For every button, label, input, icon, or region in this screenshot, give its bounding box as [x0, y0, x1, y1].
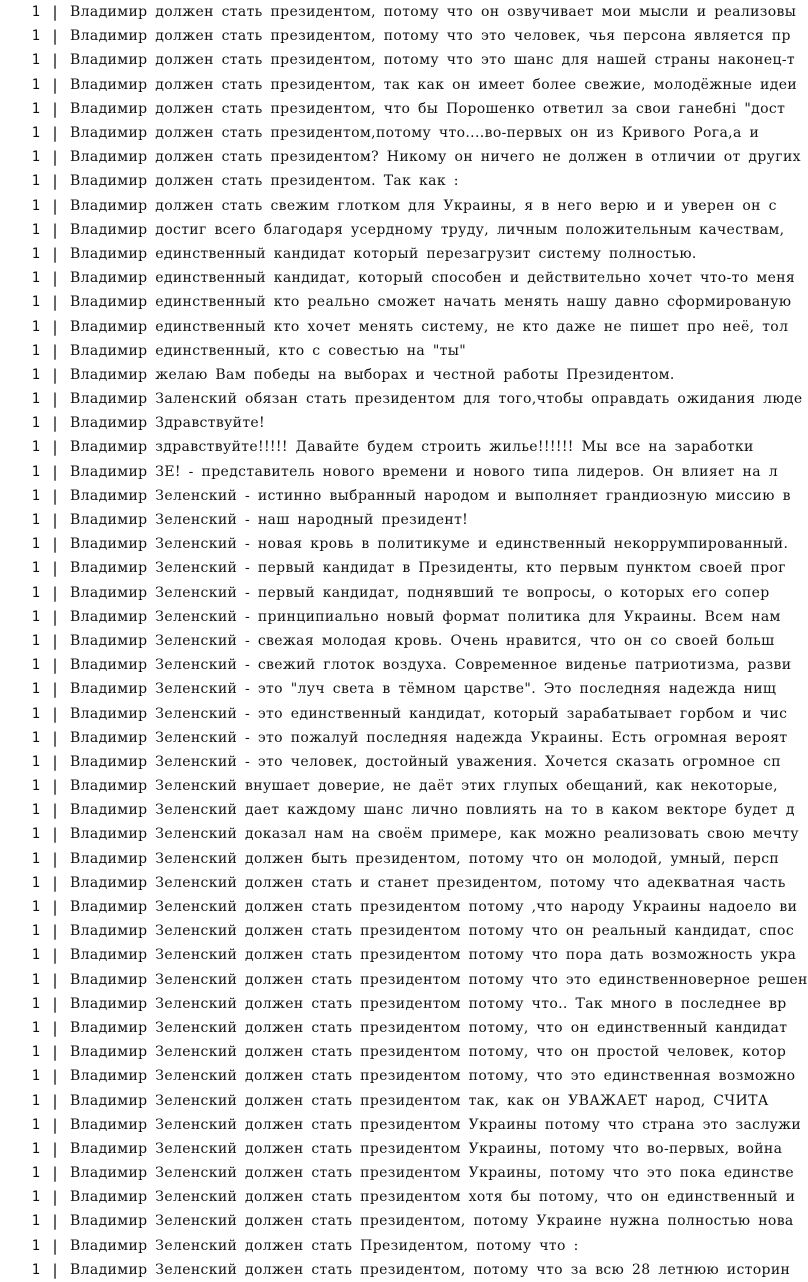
line-count: 1 — [31, 826, 40, 843]
output-line — [0, 726, 788, 750]
line-count: 1 — [31, 1165, 40, 1182]
column-separator: | — [50, 438, 60, 457]
column-separator: | — [50, 559, 60, 578]
column-separator: | — [50, 172, 60, 191]
column-separator: | — [50, 511, 60, 530]
line-text: Владимир Зеленский внушает доверие, не даёт этих глупых обещаний, как некоторые, — [70, 778, 778, 795]
column-separator: | — [50, 244, 60, 263]
output-line — [0, 387, 803, 411]
line-text: Владимир единственный кто реально сможет начать менять нашу давно сформированую — [70, 294, 792, 311]
line-text: Владимир Зеленский - это единственный кандидат, который зарабатывает горбом и чис — [70, 705, 788, 722]
column-separator: | — [50, 51, 60, 70]
line-text: Владимир должен стать президентом, потому что это человек, чья персона является пр — [70, 28, 791, 45]
line-count: 1 — [31, 1116, 40, 1133]
output-line — [0, 73, 798, 97]
column-separator: | — [50, 365, 60, 384]
line-text: Владимир Зеленский должен стать президентом потому ,что народу Украины надоело ви — [70, 899, 798, 916]
line-text: Владимир должен стать президентом, что бы Порошенко ответил за свои ганебні "дост — [70, 100, 786, 117]
output-line — [0, 1088, 769, 1112]
column-separator: | — [50, 124, 60, 143]
output-line — [0, 484, 799, 508]
column-separator: | — [50, 1043, 60, 1062]
line-text: Владимир Зеленский должен стать и станет президентом, потому что адекватная часть — [70, 874, 786, 891]
column-separator: | — [50, 728, 60, 747]
column-separator: | — [50, 656, 60, 675]
line-count: 1 — [31, 366, 40, 383]
line-text: Владимир Зеленский должен стать президентом Украины, потому что это пока единстве — [70, 1165, 794, 1182]
output-line — [0, 24, 791, 48]
output-line — [0, 1234, 712, 1258]
line-count: 1 — [31, 197, 40, 214]
line-count: 1 — [31, 318, 40, 335]
output-line — [0, 411, 712, 435]
column-separator: | — [50, 873, 60, 892]
line-text: Владимир Зеленский должен стать Президентом, потому что : — [70, 1237, 579, 1254]
line-text: Владимир должен стать президентом, так как он имеет более свежие, молодёжные идеи — [70, 76, 798, 93]
column-separator: | — [50, 1188, 60, 1207]
line-count: 1 — [31, 294, 40, 311]
column-separator: | — [50, 293, 60, 312]
column-separator: | — [50, 75, 60, 94]
line-count: 1 — [31, 923, 40, 940]
output-line — [0, 145, 801, 169]
line-text: Владимир Зеленский должен стать президентом хотя бы потому, что он единственный и — [70, 1189, 796, 1206]
column-separator: | — [50, 1236, 60, 1255]
output-line — [0, 1113, 802, 1137]
line-text: Владимир Заленский обязан стать президентом для того,чтобы оправдать ожидания люде — [70, 391, 803, 408]
output-line — [0, 774, 778, 798]
column-separator: | — [50, 1164, 60, 1183]
output-line — [0, 798, 795, 822]
line-text: Владимир должен стать президентом, потому что он озвучивает мои мысли и реализовы — [70, 4, 797, 21]
line-count: 1 — [31, 971, 40, 988]
line-count: 1 — [31, 729, 40, 746]
line-text: Владимир достиг всего благодаря усердному труду, личным положительным качествам, — [70, 221, 793, 238]
output-line — [0, 532, 789, 556]
output-line — [0, 1064, 796, 1088]
line-count: 1 — [31, 245, 40, 262]
line-count: 1 — [31, 560, 40, 577]
line-text: Владимир Зеленский должен стать президентом потому что пора дать возможность укра — [70, 947, 797, 964]
line-count: 1 — [31, 947, 40, 964]
column-separator: | — [50, 1212, 60, 1231]
column-separator: | — [50, 414, 60, 433]
line-text: Владимир Зеленский - первый кандидат в Президенты, кто первым пунктом своей прог — [70, 560, 786, 577]
line-text: Владимир Зеленский должен стать президентом потому, что он единственный кандидат — [70, 1019, 788, 1036]
column-separator: | — [50, 898, 60, 917]
line-count: 1 — [31, 705, 40, 722]
line-count: 1 — [31, 1140, 40, 1157]
line-text: Владимир единственный, кто с совестью на "ты" — [70, 342, 467, 359]
line-text: Владимир ЗЕ! - представитель нового времени и нового типа лидеров. Он влияет на л — [70, 463, 778, 480]
output-line — [0, 750, 781, 774]
column-separator: | — [50, 462, 60, 481]
line-text: Владимир Зеленский должен стать президентом потому что он реальный кандидат, спос — [70, 923, 795, 940]
line-count: 1 — [31, 100, 40, 117]
column-separator: | — [50, 27, 60, 46]
line-count: 1 — [31, 28, 40, 45]
line-count: 1 — [31, 1019, 40, 1036]
line-text: Владимир должен стать президентом, потому что это шанс для нашей страны наконец-т — [70, 52, 796, 69]
line-count: 1 — [31, 76, 40, 93]
line-count: 1 — [31, 487, 40, 504]
line-text: Владимир Зеленский - это "луч света в тёмном царстве". Это последняя надежда нищ — [70, 681, 777, 698]
line-count: 1 — [31, 1213, 40, 1230]
line-count: 1 — [31, 899, 40, 916]
line-text: Владимир Зеленский должен стать президентом Украины, потому что во-первых, война — [70, 1140, 783, 1157]
column-separator: | — [50, 752, 60, 771]
line-count: 1 — [31, 149, 40, 166]
line-text: Владимир Зеленский должен быть президентом, потому что он молодой, умный, персп — [70, 850, 780, 867]
line-count: 1 — [31, 173, 40, 190]
line-count: 1 — [31, 415, 40, 432]
output-line — [0, 943, 797, 967]
line-count: 1 — [31, 463, 40, 480]
output-line — [0, 1016, 788, 1040]
line-count: 1 — [31, 439, 40, 456]
column-separator: | — [50, 849, 60, 868]
line-count: 1 — [31, 608, 40, 625]
line-text: Владимир Зеленский должен стать президентом, потому что за всю 28 летнюю историн — [70, 1261, 791, 1278]
output-line — [0, 266, 796, 290]
line-count: 1 — [31, 874, 40, 891]
line-count: 1 — [31, 125, 40, 142]
line-count: 1 — [31, 270, 40, 287]
column-separator: | — [50, 1115, 60, 1134]
line-text: Владимир Зеленский - свежая молодая кровь. Очень нравится, что он со своей больш — [70, 632, 775, 649]
line-count: 1 — [31, 1068, 40, 1085]
line-text: Владимир Зеленский дает каждому шанс лично повлиять на то в каком векторе будет д — [70, 802, 795, 819]
column-separator: | — [50, 801, 60, 820]
line-text: Владимир Зеленский - это пожалуй последняя надежда Украины. Есть огромная вероят — [70, 729, 788, 746]
output-line — [0, 701, 788, 725]
output-line — [0, 1137, 783, 1161]
line-text: Владимир Зеленский должен стать президентом потому, что это единственная возможно — [70, 1068, 796, 1085]
line-text: Владимир Зеленский должен стать президентом потому что.. Так много в последнее вр — [70, 995, 787, 1012]
output-line — [0, 1185, 796, 1209]
output-line — [0, 629, 775, 653]
column-separator: | — [50, 922, 60, 941]
line-text: Владимир должен стать президентом. Так как : — [70, 173, 459, 190]
column-separator: | — [50, 825, 60, 844]
line-count: 1 — [31, 342, 40, 359]
line-text: Владимир Зеленский - это человек, достойный уважения. Хочется сказать огромное сп — [70, 753, 781, 770]
line-text: Владимир Зеленский - наш народный президент! — [70, 512, 469, 529]
line-count: 1 — [31, 802, 40, 819]
line-count: 1 — [31, 52, 40, 69]
line-count: 1 — [31, 391, 40, 408]
output-line — [0, 1258, 791, 1282]
line-text: Владимир Зеленский - истинно выбранный народом и выполняет грандиозную миссию в — [70, 487, 799, 504]
output-line — [0, 653, 792, 677]
output-line — [0, 0, 797, 24]
line-count: 1 — [31, 512, 40, 529]
column-separator: | — [50, 196, 60, 215]
column-separator: | — [50, 777, 60, 796]
column-separator: | — [50, 680, 60, 699]
output-line — [0, 605, 781, 629]
column-separator: | — [50, 1091, 60, 1110]
line-count: 1 — [31, 1189, 40, 1206]
output-line — [0, 169, 712, 193]
column-separator: | — [50, 269, 60, 288]
output-line — [0, 556, 786, 580]
output-line — [0, 992, 787, 1016]
output-line — [0, 194, 777, 218]
output-line — [0, 581, 770, 605]
column-separator: | — [50, 970, 60, 989]
column-separator: | — [50, 486, 60, 505]
output-line — [0, 1209, 794, 1233]
output-line — [0, 339, 712, 363]
output-line — [0, 1040, 787, 1064]
column-separator: | — [50, 1067, 60, 1086]
line-text: Владимир Зеленский - свежий глоток воздуха. Современное виденье патриотизма, разви — [70, 657, 792, 674]
output-line — [0, 968, 808, 992]
line-text: Владимир единственный кандидат который перезагрузит систему полностью. — [70, 245, 697, 262]
line-count: 1 — [31, 995, 40, 1012]
column-separator: | — [50, 341, 60, 360]
line-text: Владимир единственный кто хочет менять систему, не кто даже не пишет про неё, тол — [70, 318, 789, 335]
line-count: 1 — [31, 753, 40, 770]
column-separator: | — [50, 994, 60, 1013]
output-line — [0, 871, 786, 895]
line-count: 1 — [31, 632, 40, 649]
line-count: 1 — [31, 221, 40, 238]
column-separator: | — [50, 704, 60, 723]
line-count: 1 — [31, 536, 40, 553]
output-line — [0, 218, 793, 242]
line-count: 1 — [31, 657, 40, 674]
line-text: Владимир Зеленский - принципиально новый формат политика для Украины. Всем нам — [70, 608, 781, 625]
line-count: 1 — [31, 778, 40, 795]
output-line — [0, 895, 798, 919]
line-text: Владимир должен стать президентом,потому что....во-первых он из Кривого Рога,а и — [70, 125, 760, 142]
line-text: Владимир Зеленский - первый кандидат, поднявший те вопросы, о которых его сопер — [70, 584, 770, 601]
line-text: Владимир Зеленский должен стать президентом потому что это единственноверное решен — [70, 971, 808, 988]
line-text: Владимир должен стать президентом? Никому он ничего не должен в отличии от других — [70, 149, 801, 166]
output-line — [0, 121, 760, 145]
output-line — [0, 242, 712, 266]
column-separator: | — [50, 1260, 60, 1279]
output-line — [0, 97, 786, 121]
line-count: 1 — [31, 850, 40, 867]
column-separator: | — [50, 1139, 60, 1158]
output-line — [0, 314, 789, 338]
line-count: 1 — [31, 584, 40, 601]
line-text: Владимир желаю Вам победы на выборах и честной работы Президентом. — [70, 366, 675, 383]
column-separator: | — [50, 607, 60, 626]
output-line — [0, 508, 712, 532]
column-separator: | — [50, 535, 60, 554]
line-text: Владимир единственный кандидат, который способен и действительно хочет что-то меня — [70, 270, 796, 287]
column-separator: | — [50, 148, 60, 167]
line-count: 1 — [31, 1044, 40, 1061]
output-line — [0, 48, 796, 72]
line-text: Владимир Зеленский должен стать президентом, потому Украине нужна полностью нова — [70, 1213, 794, 1230]
line-text: Владимир Зеленский доказал нам на своём примере, как можно реализовать свою мечту — [70, 826, 799, 843]
line-text: Владимир должен стать свежим глотком для Украины, я в него верю и и уверен он с — [70, 197, 777, 214]
output-line — [0, 677, 777, 701]
line-text: Владимир здравствуйте!!!!! Давайте будем строить жилье!!!!!! Мы все на заработки — [70, 439, 754, 456]
column-separator: | — [50, 583, 60, 602]
line-count: 1 — [31, 1237, 40, 1254]
line-text: Владимир Зеленский должен стать президентом Украины потому что страна это заслужи — [70, 1116, 802, 1133]
output-line — [0, 290, 792, 314]
output-line — [0, 460, 778, 484]
column-separator: | — [50, 390, 60, 409]
line-text: Владимир Зеленский - новая кровь в политикуме и единственный некоррумпированный. — [70, 536, 789, 553]
line-text: Владимир Здравствуйте! — [70, 415, 266, 432]
line-text: Владимир Зеленский должен стать президентом потому, что он простой человек, котор — [70, 1044, 787, 1061]
column-separator: | — [50, 99, 60, 118]
output-line — [0, 1161, 794, 1185]
column-separator: | — [50, 317, 60, 336]
output-line — [0, 822, 799, 846]
output-line — [0, 435, 754, 459]
column-separator: | — [50, 946, 60, 965]
column-separator: | — [50, 3, 60, 22]
column-separator: | — [50, 220, 60, 239]
column-separator: | — [50, 631, 60, 650]
output-line — [0, 847, 780, 871]
column-separator: | — [50, 1018, 60, 1037]
line-count: 1 — [31, 4, 40, 21]
line-count: 1 — [31, 1092, 40, 1109]
line-text: Владимир Зеленский должен стать президентом так, как он УВАЖАЕТ народ, СЧИТА — [70, 1092, 769, 1109]
line-count: 1 — [31, 681, 40, 698]
line-count: 1 — [31, 1261, 40, 1278]
output-line — [0, 363, 712, 387]
output-line — [0, 919, 795, 943]
